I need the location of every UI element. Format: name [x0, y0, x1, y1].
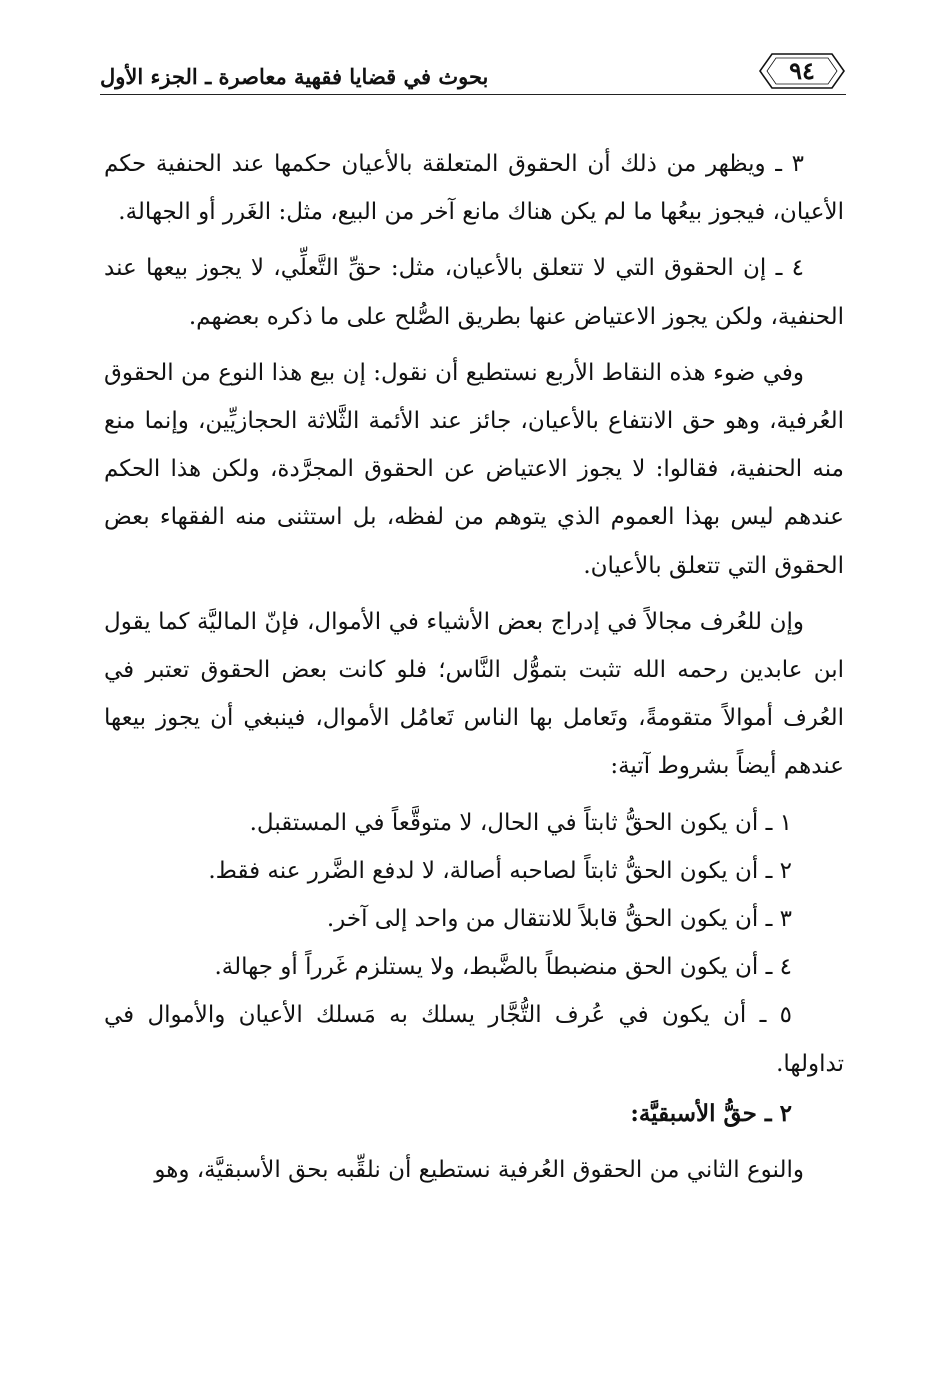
page-body: [104, 140, 844, 1202]
condition-item-3: ٣ ـ أن يكون الحقُّ قابلاً للانتقال من واحد إلى آخر.: [326, 906, 792, 933]
header-divider: [100, 94, 846, 95]
paragraph-custom: وإن للعُرف مجالاً في إدراج بعض الأشياء في الأموال، فإنّ الماليَّة كما يقول ابن عابدين رحمه الله تثبت بتموُّل النَّاس؛ فلو كانت بعض الحقوق تعتبر في العُرف أموالاً متقومةً، وتَعامل بها الناس تَعامُل الأموال، فينبغي أن يجوز بيعها عندهم أيضاً بشروط آتية:: [104, 608, 844, 780]
page-header: [100, 48, 846, 98]
running-title: بحوث في قضايا فقهية معاصرة ـ الجزء الأول: [100, 64, 489, 89]
page-number-ornament: [758, 52, 846, 90]
condition-item-1: ١ ـ أن يكون الحقُّ ثابتاً في الحال، لا متوقَّعاً في المستقبل.: [249, 809, 792, 836]
paragraph-conclusion: وفي ضوء هذه النقاط الأربع نستطيع أن نقول: إن بيع هذا النوع من الحقوق العُرفية، وهو حق الانتفاع بالأعيان، جائز عند الأئمة الثَّلاثة الحجازيِّين، وإنما منع منه الحنفية، فقالوا: لا يجوز الاعتياض عن الحقوق المجرَّدة، ولكن هذا الحكم عندهم ليس بهذا العموم الذي يتوهم من لفظه، بل استثنى منه الفقهاء بعض الحقوق التي تتعلق بالأعيان.: [104, 359, 844, 579]
paragraph-point-3: ٣ ـ ويظهر من ذلك أن الحقوق المتعلقة بالأعيان حكمها عند الحنفية حكم الأعيان، فيجوز بيعُها ما لم يكن هناك مانع آخر من البيع، مثل: الغَرر أو الجهالة.: [104, 151, 844, 226]
paragraph-precedence: والنوع الثاني من الحقوق العُرفية نستطيع أن نلقِّبه بحق الأسبقيَّة، وهو: [154, 1157, 804, 1184]
condition-item-2: ٢ ـ أن يكون الحقُّ ثابتاً لصاحبه أصالة، لا لدفع الضَّرر عنه فقط.: [208, 857, 792, 884]
condition-item-4: ٤ ـ أن يكون الحق منضبطاً بالضَّبط، ولا يستلزم غَرراً أو جهالة.: [214, 954, 792, 981]
page-number: ٩٤: [789, 56, 815, 85]
section-heading: ٢ ـ حقُّ الأسبقيَّة:: [630, 1099, 792, 1127]
paragraph-point-4: ٤ ـ إن الحقوق التي لا تتعلق بالأعيان، مثل: حقِّ التَّعلِّي، لا يجوز بيعها عند الحنفية، ولكن يجوز الاعتياض عنها بطريق الصُّلح على ما ذكره بعضهم.: [104, 255, 844, 330]
condition-item-5: ٥ ـ أن يكون في عُرف التُّجَّار يسلك به مَسلك الأعيان والأموال في تداولها.: [104, 1002, 844, 1077]
